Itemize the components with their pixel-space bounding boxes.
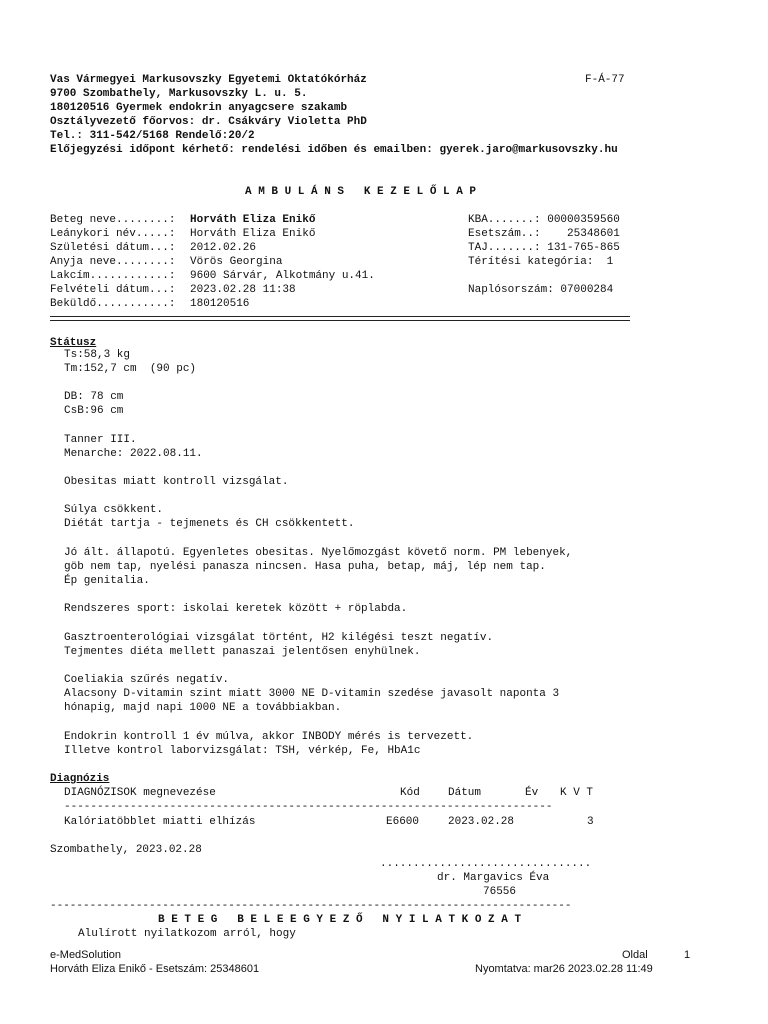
taj-number: TAJ.......: 131-765-865: [468, 242, 620, 254]
doctor-number: 76556: [483, 886, 517, 898]
status-heading: Státusz: [50, 337, 97, 349]
status-line: Endokrin kontroll 1 év múlva, akkor INBODY mérés is tervezett.: [64, 731, 474, 743]
diagnosis-row-date: 2023.02.28: [448, 816, 515, 828]
patient-address: 9600 Sárvár, Alkotmány u.41.: [190, 270, 375, 282]
diagnosis-row-name: Kalóriatöbblet miatti elhízás: [64, 816, 256, 828]
phone: Tel.: 311-542/5168 Rendelő:20/2: [50, 130, 255, 142]
status-line: Alacsony D-vitamin szint miatt 3000 NE D-vitamin szedése javasolt naponta 3: [64, 688, 560, 700]
address-label: Lakcím............:: [50, 270, 176, 282]
maiden-name: Horváth Eliza Enikő: [190, 228, 316, 240]
signature-dots: ................................: [380, 858, 592, 870]
institution-name: Vas Vármegyei Markusovszky Egyetemi Oktatókórház: [50, 74, 367, 86]
referrer: 180120516: [190, 298, 250, 310]
status-line: Coeliakia szűrés negatív.: [64, 674, 230, 686]
status-line: Súlya csökkent.: [64, 504, 164, 516]
footer-software: e-MedSolution: [50, 949, 121, 961]
status-line: Illetve kontrol laborvizsgálat: TSH, vérkép, Fe, HbA1c: [64, 745, 421, 757]
status-line: Rendszeres sport: iskolai keretek között + röplabda.: [64, 603, 408, 615]
diagnosis-col-code: Kód: [400, 787, 420, 799]
diagnosis-heading: Diagnózis: [50, 773, 110, 785]
footer-patient-case: Horváth Eliza Enikő - Esetszám: 25348601: [50, 963, 260, 975]
admission-date: 2023.02.28 11:38: [190, 284, 296, 296]
admission-label: Felvételi dátum...:: [50, 284, 176, 296]
mother-name: Vörös Georgina: [190, 256, 283, 268]
consent-intro: Alulírott nyilatkozom arról, hogy: [78, 928, 296, 940]
status-line: Tejmentes diéta mellett panaszai jelentősen enyhülnek.: [64, 646, 421, 658]
appointment-info: Előjegyzési időpont kérhető: rendelési időben és emailben: gyerek.jaro@markusovszky.hu: [50, 144, 618, 156]
status-line: Ép genitalia.: [64, 575, 150, 587]
double-divider: [50, 316, 630, 321]
institution-address: 9700 Szombathely, Markusovszky L. u. 5.: [50, 88, 308, 100]
status-line: Tanner III.: [64, 434, 137, 446]
diagnosis-dash-line: --------------------------------------------------------------------------: [64, 801, 553, 813]
referrer-label: Beküldő...........:: [50, 298, 176, 310]
diagnosis-col-name: DIAGNÓZISOK megnevezése: [64, 787, 216, 799]
chief-physician: Osztályvezető főorvos: dr. Csákváry Violetta PhD: [50, 116, 367, 128]
status-line: Jó ált. állapotú. Egyenletes obesitas. Nyelőmozgást követő norm. PM lebenyek,: [64, 547, 573, 559]
full-dash-divider: -------------------------------------------------------------------------------: [50, 900, 572, 912]
status-line: Obesitas miatt kontroll vizsgálat.: [64, 476, 289, 488]
place-date: Szombathely, 2023.02.28: [50, 844, 202, 856]
doctor-name: dr. Margavics Éva: [437, 872, 550, 884]
kba-number: KBA.......: 00000359560: [468, 214, 620, 226]
maiden-name-label: Leánykori név.....:: [50, 228, 176, 240]
payment-category: Térítési kategória: 1: [468, 256, 614, 268]
birth-date: 2012.02.26: [190, 242, 257, 254]
consent-title: B E T E G B E L E E G Y E Z Ő N Y I L A T K O Z A T: [158, 914, 522, 926]
footer-page-label: Oldal: [622, 949, 648, 961]
status-line: Menarche: 2022.08.11.: [64, 448, 203, 460]
department: 180120516 Gyermek endokrin anyagcsere szakamb: [50, 102, 348, 114]
patient-name: Horváth Eliza Enikő: [190, 214, 316, 226]
case-number: Esetszám..: 25348601: [468, 228, 620, 240]
status-line: CsB:96 cm: [64, 405, 124, 417]
diagnosis-row-kvt: 3: [587, 816, 594, 828]
footer-printed: Nyomtatva: mar26 2023.02.28 11:49: [475, 963, 653, 975]
birth-date-label: Születési dátum...:: [50, 242, 176, 254]
footer-page-number: 1: [684, 949, 691, 961]
status-line: Gasztroenterológiai vizsgálat történt, H2 kilégési teszt negatív.: [64, 632, 494, 644]
form-code: F-Á-77: [585, 74, 625, 86]
diagnosis-col-date: Dátum: [448, 787, 482, 799]
status-line: göb nem tap, nyelési panasza nincsen. Hasa puha, betap, máj, lép nem tap.: [64, 561, 546, 573]
status-line: hónapig, majd napi 1000 NE a továbbiakban.: [64, 702, 342, 714]
log-number: Naplósorszám: 07000284: [468, 284, 614, 296]
mother-name-label: Anyja neve........:: [50, 256, 176, 268]
status-line: DB: 78 cm: [64, 391, 124, 403]
diagnosis-row-code: E6600: [386, 816, 420, 828]
diagnosis-col-kvt: K V T: [560, 787, 594, 799]
patient-name-label: Beteg neve........:: [50, 214, 176, 226]
status-line: Ts:58,3 kg: [64, 349, 131, 361]
diagnosis-col-year: Év: [525, 787, 539, 799]
status-line: Tm:152,7 cm (90 pc): [64, 363, 197, 375]
document-title: A M B U L Á N S K E Z E L Ő L A P: [245, 186, 477, 198]
status-line: Diétát tartja - tejmenets és CH csökkentett.: [64, 518, 355, 530]
